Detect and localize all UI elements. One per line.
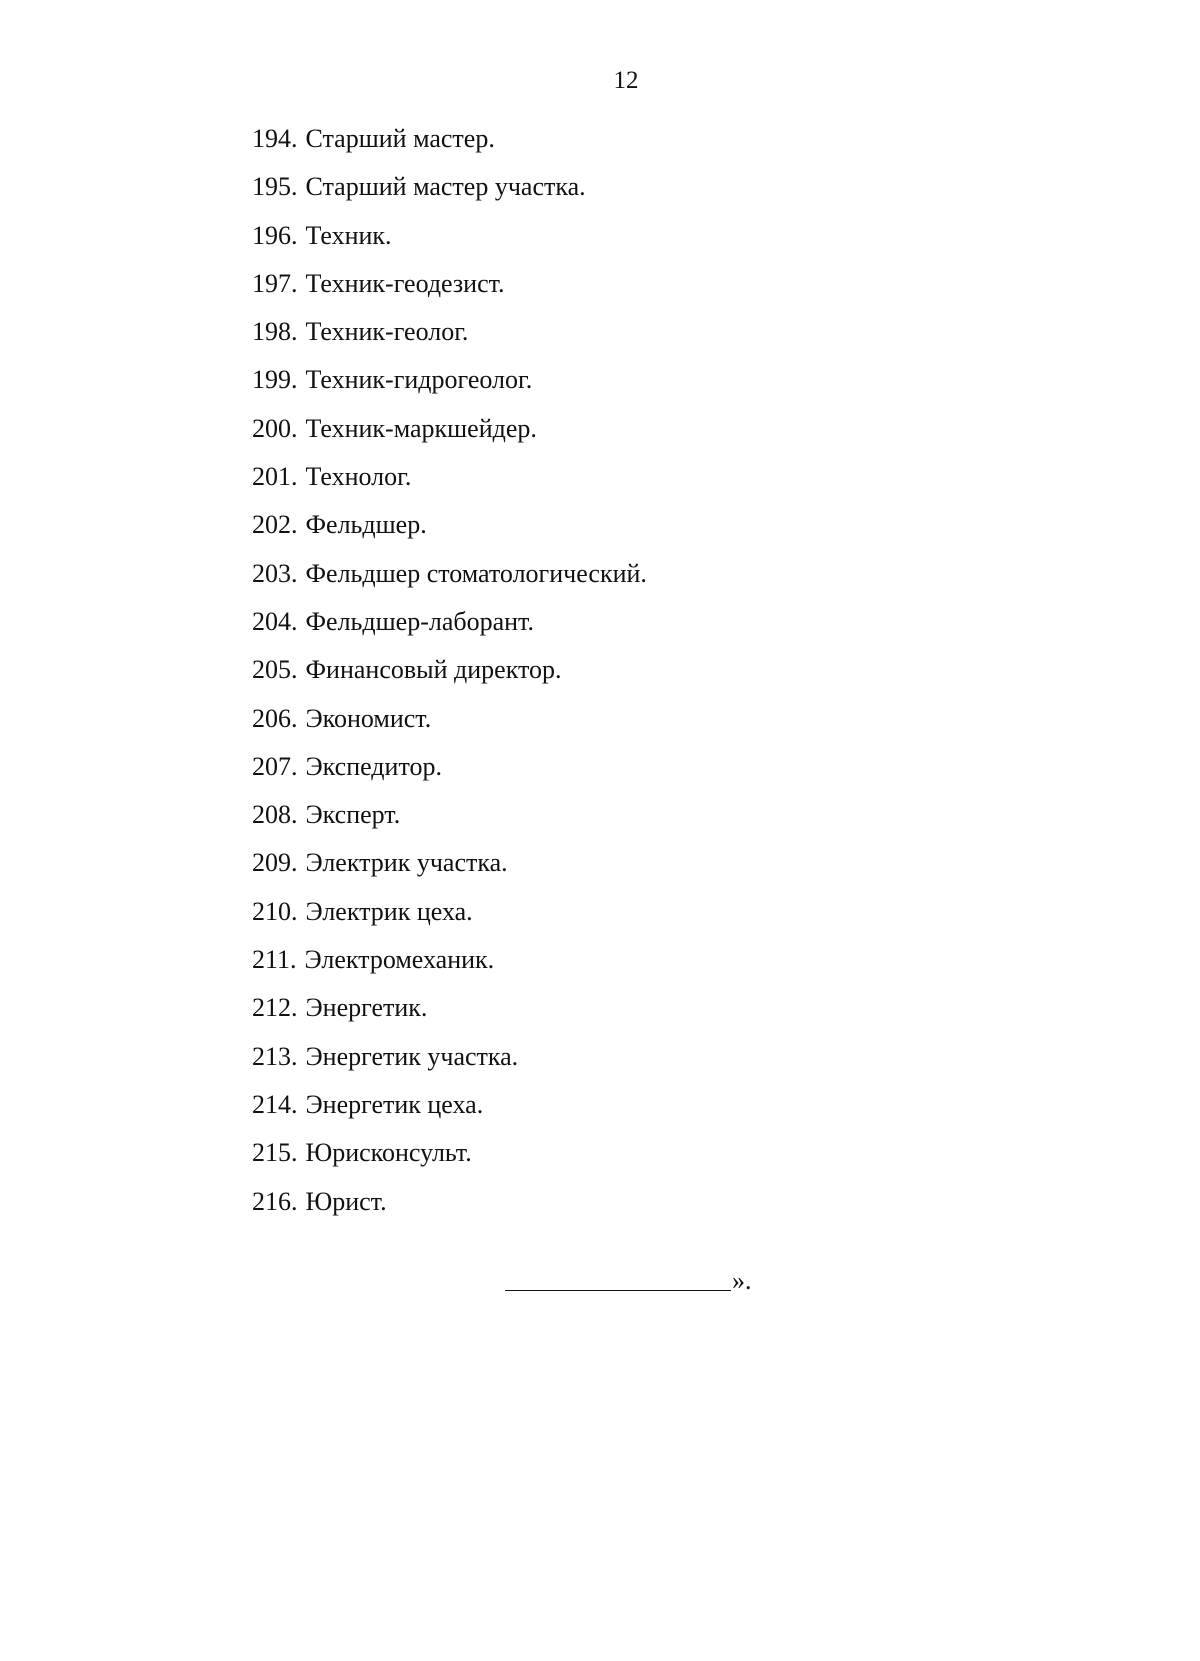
list-item (252, 1187, 647, 1235)
item-text: Финансовый директор. (305, 655, 562, 685)
item-number: 195. (252, 172, 298, 202)
item-text: Техник-маркшейдер. (305, 413, 537, 443)
item-number: 215. (252, 1138, 298, 1168)
list-item (252, 945, 647, 993)
item-text: Экспедитор. (305, 751, 442, 781)
item-number: 205. (252, 655, 298, 685)
item-text: Техник. (305, 220, 392, 250)
item-text: Фельдшер стоматологический. (305, 558, 647, 588)
item-number: 214. (252, 1089, 298, 1119)
item-text: Юрисконсульт. (305, 1138, 472, 1168)
item-text: Юрист. (305, 1186, 387, 1216)
item-number: 197. (252, 268, 298, 298)
item-text: Старший мастер. (305, 124, 495, 153)
item-text: Техник-геолог. (305, 317, 469, 347)
item-number: 212. (252, 993, 298, 1023)
closing-line (505, 1266, 752, 1296)
item-number: 203. (252, 558, 298, 588)
page-number: 12 (613, 67, 639, 94)
item-number: 216. (252, 1186, 298, 1216)
item-text: Энергетик цеха. (305, 1089, 484, 1119)
item-number: 199. (252, 365, 298, 395)
item-text: Электрик участка. (305, 848, 508, 878)
item-text: Эксперт. (305, 800, 401, 830)
list-item (252, 704, 647, 752)
item-text: Техник-гидрогеолог. (305, 365, 533, 395)
item-number: 200. (252, 413, 298, 443)
list-item (252, 655, 647, 703)
list-item (252, 752, 647, 800)
item-number: 209. (252, 848, 298, 878)
item-number: 207. (252, 751, 298, 781)
item-text: Электрик цеха. (305, 896, 473, 926)
list-item (252, 221, 647, 269)
item-text: Энергетик участка. (305, 1041, 519, 1071)
closing-quote-mark: ». (732, 1266, 752, 1295)
list-item (252, 1042, 647, 1090)
position-list (252, 124, 647, 1235)
item-number: 210. (252, 896, 298, 926)
item-number: 201. (252, 462, 298, 492)
item-number: 196. (252, 220, 298, 250)
list-item (252, 317, 647, 365)
item-text: Энергетик. (305, 993, 428, 1023)
item-number: 194. (252, 124, 298, 153)
list-item (252, 172, 647, 220)
list-item (252, 848, 647, 896)
item-text: Фельдшер. (305, 510, 427, 540)
list-item (252, 559, 647, 607)
list-item (252, 897, 647, 945)
list-item (252, 365, 647, 413)
list-item (252, 269, 647, 317)
item-text: Экономист. (305, 703, 432, 733)
list-item (252, 510, 647, 558)
list-item (252, 993, 647, 1041)
item-text: Электромеханик. (304, 945, 495, 975)
item-text: Техник-геодезист. (305, 268, 505, 298)
list-item (252, 607, 647, 655)
item-number: 208. (252, 800, 298, 830)
item-number: 202. (252, 510, 298, 540)
item-text: Технолог. (305, 462, 412, 492)
list-item (252, 1090, 647, 1138)
list-item (252, 800, 647, 848)
item-number: 204. (252, 606, 298, 636)
list-item (252, 1138, 647, 1186)
item-number: 211. (252, 945, 297, 975)
item-text: Старший мастер участка. (305, 172, 586, 202)
item-number: 198. (252, 317, 298, 347)
underline-rule (505, 1289, 731, 1291)
list-item (252, 124, 647, 172)
item-number: 206. (252, 703, 298, 733)
list-item (252, 414, 647, 462)
item-number: 213. (252, 1041, 298, 1071)
list-item (252, 462, 647, 510)
item-text: Фельдшер-лаборант. (305, 606, 534, 636)
